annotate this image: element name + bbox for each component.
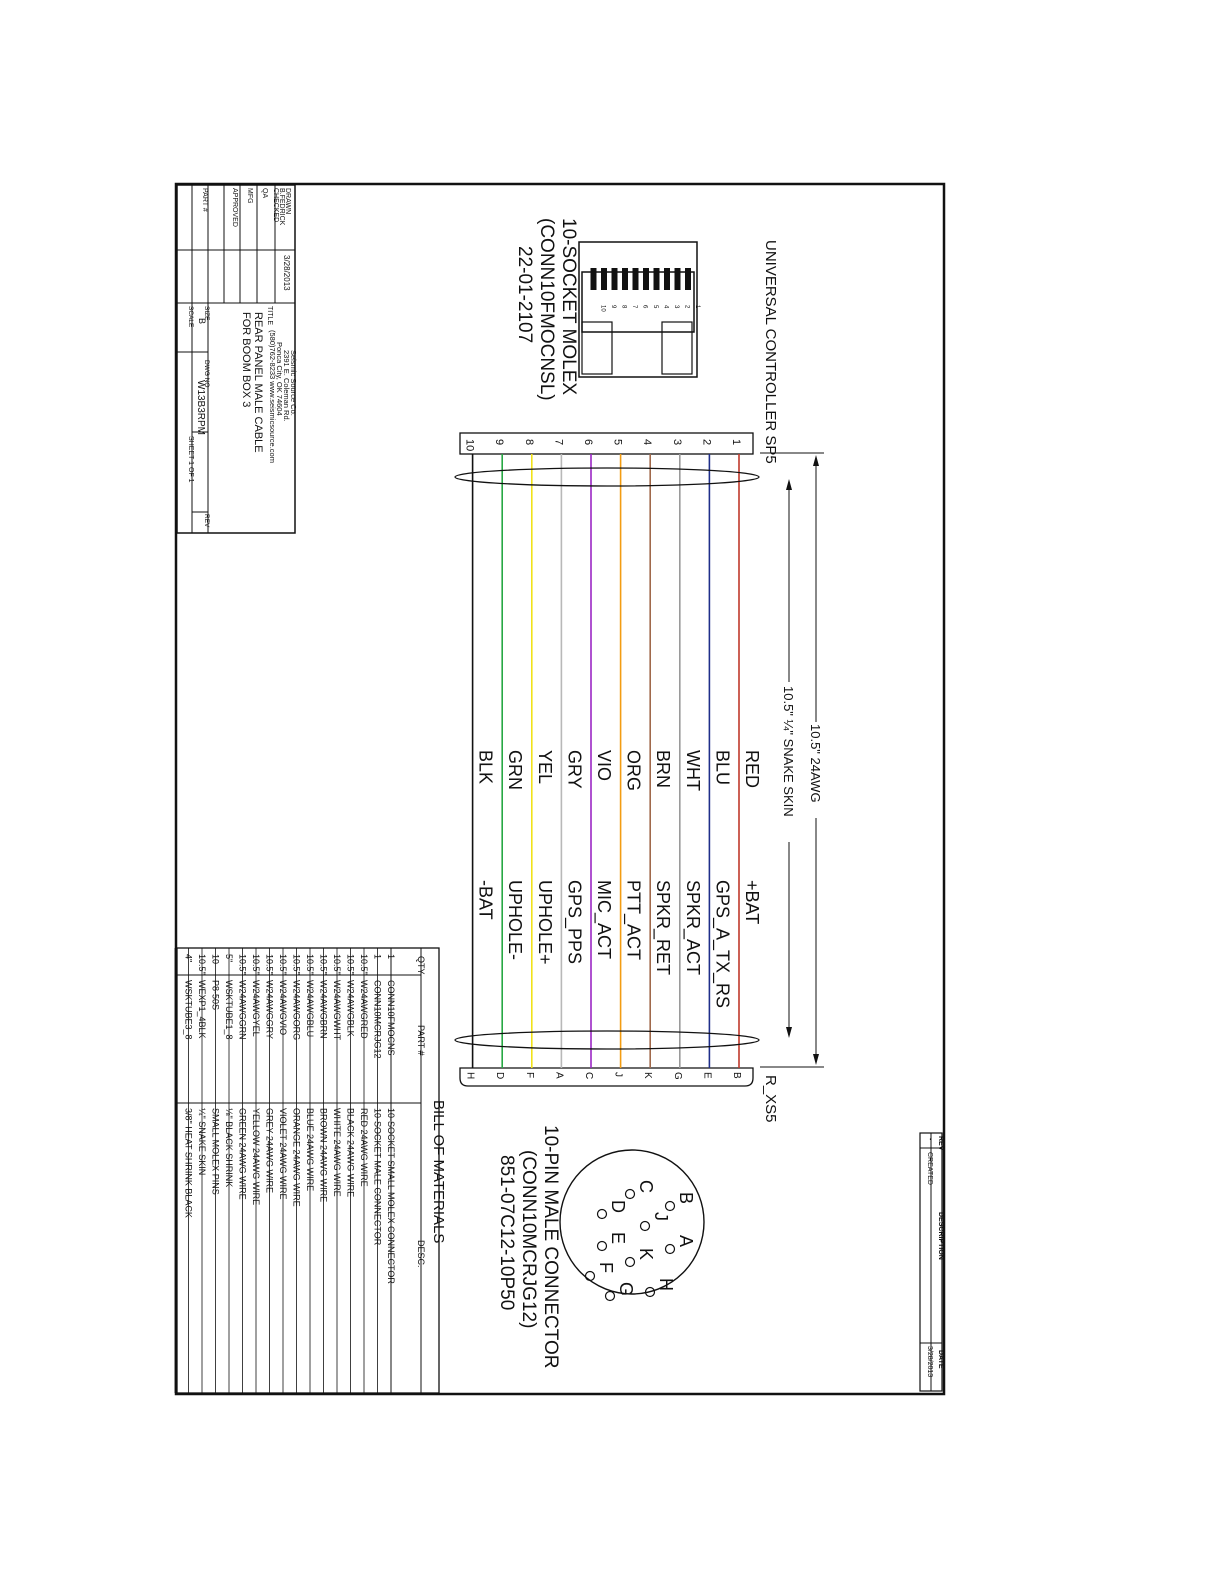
dwg-no-value: W13B3RPM (195, 380, 206, 436)
bom-part-number: W24AWGBRN (318, 980, 329, 1039)
bom-qty: 10.5" (278, 954, 288, 975)
male-connector-title-line2: (CONN10MCRJG12) (518, 1150, 539, 1329)
mfg-label: MFG (246, 188, 253, 204)
molex-pin (612, 268, 618, 290)
male-connector-title-line1: 10-PIN MALE CONNECTOR (540, 1125, 561, 1369)
bom-description: WHITE 24AWG WIRE (332, 1108, 342, 1197)
bom-description: 3/8" HEAT SHRINK BLACK (183, 1108, 194, 1218)
bom-description: BLUE 24AWG WIRE (305, 1108, 315, 1192)
bom-description: GREEN 24AWG WIRE (237, 1108, 248, 1200)
wire-signal-label: -BAT (475, 880, 496, 920)
left-pin-number: 1 (730, 439, 742, 446)
right-connector-header: R_XS5 (762, 1075, 779, 1123)
bom-qty: 1 (386, 954, 396, 960)
rev-header: REV (937, 1136, 944, 1151)
molex-pin (622, 268, 628, 290)
left-connector-header (762, 240, 779, 464)
left-pin-number: 4 (641, 439, 654, 446)
bom-qty: 10.5" (197, 954, 207, 975)
connector-pin-letter: E (608, 1232, 628, 1245)
size-label: SIZE (203, 306, 210, 321)
wire-color-label: BRN (653, 750, 674, 789)
molex-pin-label: 9 (610, 305, 616, 309)
molex-title-line1: 10-SOCKET MOLEX (558, 218, 579, 396)
connector-pin-socket (586, 1272, 595, 1281)
molex-pin-label: 1 (694, 305, 700, 309)
overall-length-label: 10.5" 24AWG (808, 724, 823, 803)
molex-pin (654, 268, 660, 290)
wire-signal-label: GPS_PPS (564, 880, 585, 965)
dwg-no-label: DWG NO (203, 360, 210, 388)
bom-part-number: W24AWGBLK (345, 980, 356, 1037)
wire-signal-label: SPKR_RET (653, 880, 674, 976)
right-pin-letter: H (464, 1072, 476, 1080)
bom-qty: 4" (183, 954, 194, 963)
bom-part-number: WSKTUBE1_8 (224, 980, 234, 1040)
revision-description: CREATED (926, 1152, 933, 1185)
wire-color-label: ORG (623, 750, 644, 792)
wire-color-label: VIO (594, 750, 614, 782)
molex-pin-label: 8 (620, 305, 627, 309)
right-pin-letter: J (612, 1072, 624, 1077)
molex-pin-label: 5 (652, 305, 658, 309)
bom-qty: 10.5" (305, 954, 315, 975)
bom-part-number: WSKTUBE3_8 (183, 980, 194, 1040)
right-pin-letter: C (583, 1072, 594, 1080)
bom-part-number: W24AWGGRY (264, 980, 275, 1040)
connector-pin-letter: B (676, 1192, 696, 1205)
bom-qty: 10.5" (251, 954, 261, 975)
connector-pin-letter: J (651, 1212, 671, 1221)
molex-pin (633, 268, 639, 290)
wire-signal-label: UPHOLE+ (534, 880, 555, 965)
bom-header-part: PART # (416, 1025, 426, 1056)
molex-connector-drawing (579, 242, 697, 377)
molex-pin-label: 10 (599, 305, 606, 312)
bom-part-number: W24AWGRED (359, 980, 369, 1039)
wire-color-label: GRY (564, 750, 585, 789)
molex-pin (685, 268, 691, 290)
molex-title-line3: 22-01-2107 (514, 246, 535, 344)
drawn-date: 3/28/2013 (282, 255, 291, 291)
snake-skin-length-label: 10.5" ¼" SNAKE SKIN (781, 686, 796, 817)
wire-signal-label: GPS_A_TX_RS (712, 880, 733, 1009)
sheet-number: SHEET 1 OF 1 (187, 436, 194, 483)
universal-controller-label: UNIVERSAL CONTROLLER SP5 (762, 240, 779, 464)
bom-part-number: P8-50S (210, 980, 221, 1011)
left-pin-number: 5 (611, 439, 624, 446)
wire-signal-label: PTT_ACT (623, 880, 644, 961)
bom-qty: 5" (224, 954, 234, 963)
bom-description: BROWN 24AWG WIRE (318, 1108, 329, 1203)
connector-pin-socket (606, 1292, 615, 1301)
connector-pin-letter: H (656, 1278, 676, 1291)
connector-pin-socket (598, 1242, 607, 1251)
right-pin-letter: B (731, 1072, 742, 1079)
wire-signal-label: SPKR_ACT (682, 880, 703, 976)
bom-part-number: CONN10MCRJG12 (372, 980, 383, 1059)
qa-label: QA (261, 188, 268, 199)
title-block (177, 185, 298, 533)
bom-part-number: CONN10FMOCNS (386, 980, 396, 1056)
part-label: PART # (201, 188, 208, 212)
bom-part-number: W24AWGYEL (251, 980, 261, 1037)
connector-pin-letter: D (608, 1200, 628, 1213)
molex-pin (675, 268, 681, 290)
company-line3: Ponca City, OK 74604 (275, 342, 284, 416)
revision-block (920, 1133, 944, 1391)
bom-description: RED 24AWG WIRE (359, 1108, 369, 1187)
molex-pin (591, 268, 597, 290)
molex-pin (664, 268, 670, 290)
wire-color-label: YEL (534, 750, 555, 785)
wire-color-label: BLK (475, 750, 496, 785)
scale-label: SCALE (187, 306, 194, 328)
bom-description: ¼" SNAKE SKIN (197, 1108, 207, 1176)
company-line4: (580)762-8233 www.seismicsource.com (268, 330, 277, 463)
approved-label: APPROVED (231, 188, 238, 227)
bom-header-qty: QTY (416, 956, 426, 975)
right-pin-letter: K (642, 1072, 654, 1079)
connector-pin-socket (666, 1245, 675, 1254)
bom-qty: 10.5" (237, 954, 248, 975)
connector-pin-socket (641, 1222, 650, 1231)
description-header: DESCRIPTION (937, 1212, 944, 1260)
bom-description: SMALL MOLEX PINS (210, 1108, 221, 1195)
left-pin-number: 7 (552, 439, 565, 446)
bom-qty: 10.5" (359, 954, 369, 975)
wire-color-label: RED (742, 750, 762, 789)
right-pin-letter: A (553, 1072, 565, 1079)
title-label: TITLE (266, 306, 273, 326)
wire-color-label: WHT (682, 750, 703, 791)
date-header: DATE (937, 1350, 944, 1369)
connector-pin-socket (626, 1258, 635, 1267)
wire-color-label: GRN (505, 750, 526, 790)
bom-description: BLACK 24AWG WIRE (345, 1108, 356, 1198)
connector-pin-letter: C (636, 1180, 656, 1193)
company-line2: 2391 E. Coleman Rd. (282, 350, 291, 422)
size-value: B (197, 318, 207, 325)
right-pin-letter: F (523, 1072, 535, 1079)
bom-qty: 1 (372, 954, 383, 960)
snake-skin-end (455, 1031, 759, 1049)
molex-pin-label: 4 (662, 305, 669, 309)
bom-header-desc: DESC. (416, 1240, 426, 1268)
bom-qty: 10.5" (318, 954, 329, 975)
bom-description: VIOLET 24AWG WIRE (278, 1108, 288, 1200)
wire-signal-label: +BAT (742, 880, 762, 925)
molex-pin-label: 6 (641, 305, 648, 309)
connector-pin-letter: A (676, 1235, 696, 1248)
left-pin-number: 3 (670, 439, 683, 446)
left-pin-number: 8 (522, 439, 535, 446)
wire-signal-label: UPHOLE- (505, 880, 526, 961)
right-pin-letter: G (671, 1072, 683, 1080)
molex-pin (643, 268, 649, 290)
molex-pin-label: 7 (631, 305, 637, 309)
connector-pin-letter: G (616, 1282, 636, 1297)
connector-pin-socket (598, 1210, 607, 1219)
molex-title-line2: (CONN10FMOCNSL) (536, 218, 557, 401)
male-connector-title-line3: 851-07C12-10P50 (496, 1155, 517, 1311)
connector-pin-socket (626, 1190, 635, 1199)
left-pin-number: 9 (493, 439, 506, 446)
circular-connector-face (560, 1150, 704, 1297)
left-pin-number: 2 (700, 439, 713, 446)
bom-part-number: W24AWGORG (291, 980, 302, 1041)
molex-pin-label: 2 (683, 305, 690, 309)
checked-label: CHECKED (272, 188, 279, 223)
bom-qty: 10.5" (332, 954, 342, 975)
bom-part-number: W24AWGBLU (305, 980, 315, 1038)
company-line1: Seismic Source Co. (289, 350, 298, 416)
right-pin-letter: E (701, 1072, 713, 1079)
bom-qty: 10.5" (264, 954, 275, 975)
snake-skin-start (455, 468, 759, 486)
bom-description: YELLOW 24AWG WIRE (251, 1108, 261, 1206)
wire-signal-label: MIC_ACT (594, 880, 614, 960)
drawn-by: B.FEDRICK (278, 188, 285, 226)
bom-description: 10-SOCKET MALE CONNECTOR (372, 1108, 383, 1246)
connector-pin-letter: F (596, 1262, 616, 1273)
rev-label: REV (203, 514, 210, 528)
bom-description: 10-SOCKET SMALL MOLEX CONNECTOR (386, 1108, 396, 1284)
bom-qty: 10 (210, 954, 221, 965)
wire-color-label: BLU (712, 750, 733, 786)
bom-qty: 10.5" (345, 954, 356, 975)
bom-part-number: W24AWGWHT (332, 980, 342, 1041)
rev-value: - (926, 1138, 933, 1141)
left-pin-number: 10 (463, 439, 476, 452)
right-pin-letter: D (494, 1072, 506, 1080)
connector-pin-socket (666, 1202, 675, 1211)
bom-description: ⅛" BLACK SHRINK (224, 1108, 234, 1188)
molex-pin (601, 268, 607, 290)
bom-description: GREY 24AWG WIRE (264, 1108, 275, 1194)
drawn-label: DRAWN (284, 188, 291, 215)
drawing-title-line2: FOR BOOM BOX 3 (240, 312, 252, 408)
bom-title: BILL OF MATERIALS (430, 1100, 447, 1244)
bom-description: ORANGE 24AWG WIRE (291, 1108, 302, 1207)
bom-qty: 10.5" (291, 954, 302, 975)
drawing-title-line1: REAR PANEL MALE CABLE (252, 312, 264, 453)
bom-part-number: W24AWGVIO (278, 980, 288, 1036)
connector-pin-letter: K (636, 1248, 656, 1261)
revision-date: 3/28/2013 (926, 1346, 933, 1378)
bom-part-number: W24AWGGRN (237, 980, 248, 1040)
molex-pin-label: 3 (673, 305, 679, 309)
left-pin-number: 6 (582, 439, 594, 446)
bom-part-number: WEXP1_4BLK (197, 980, 207, 1039)
